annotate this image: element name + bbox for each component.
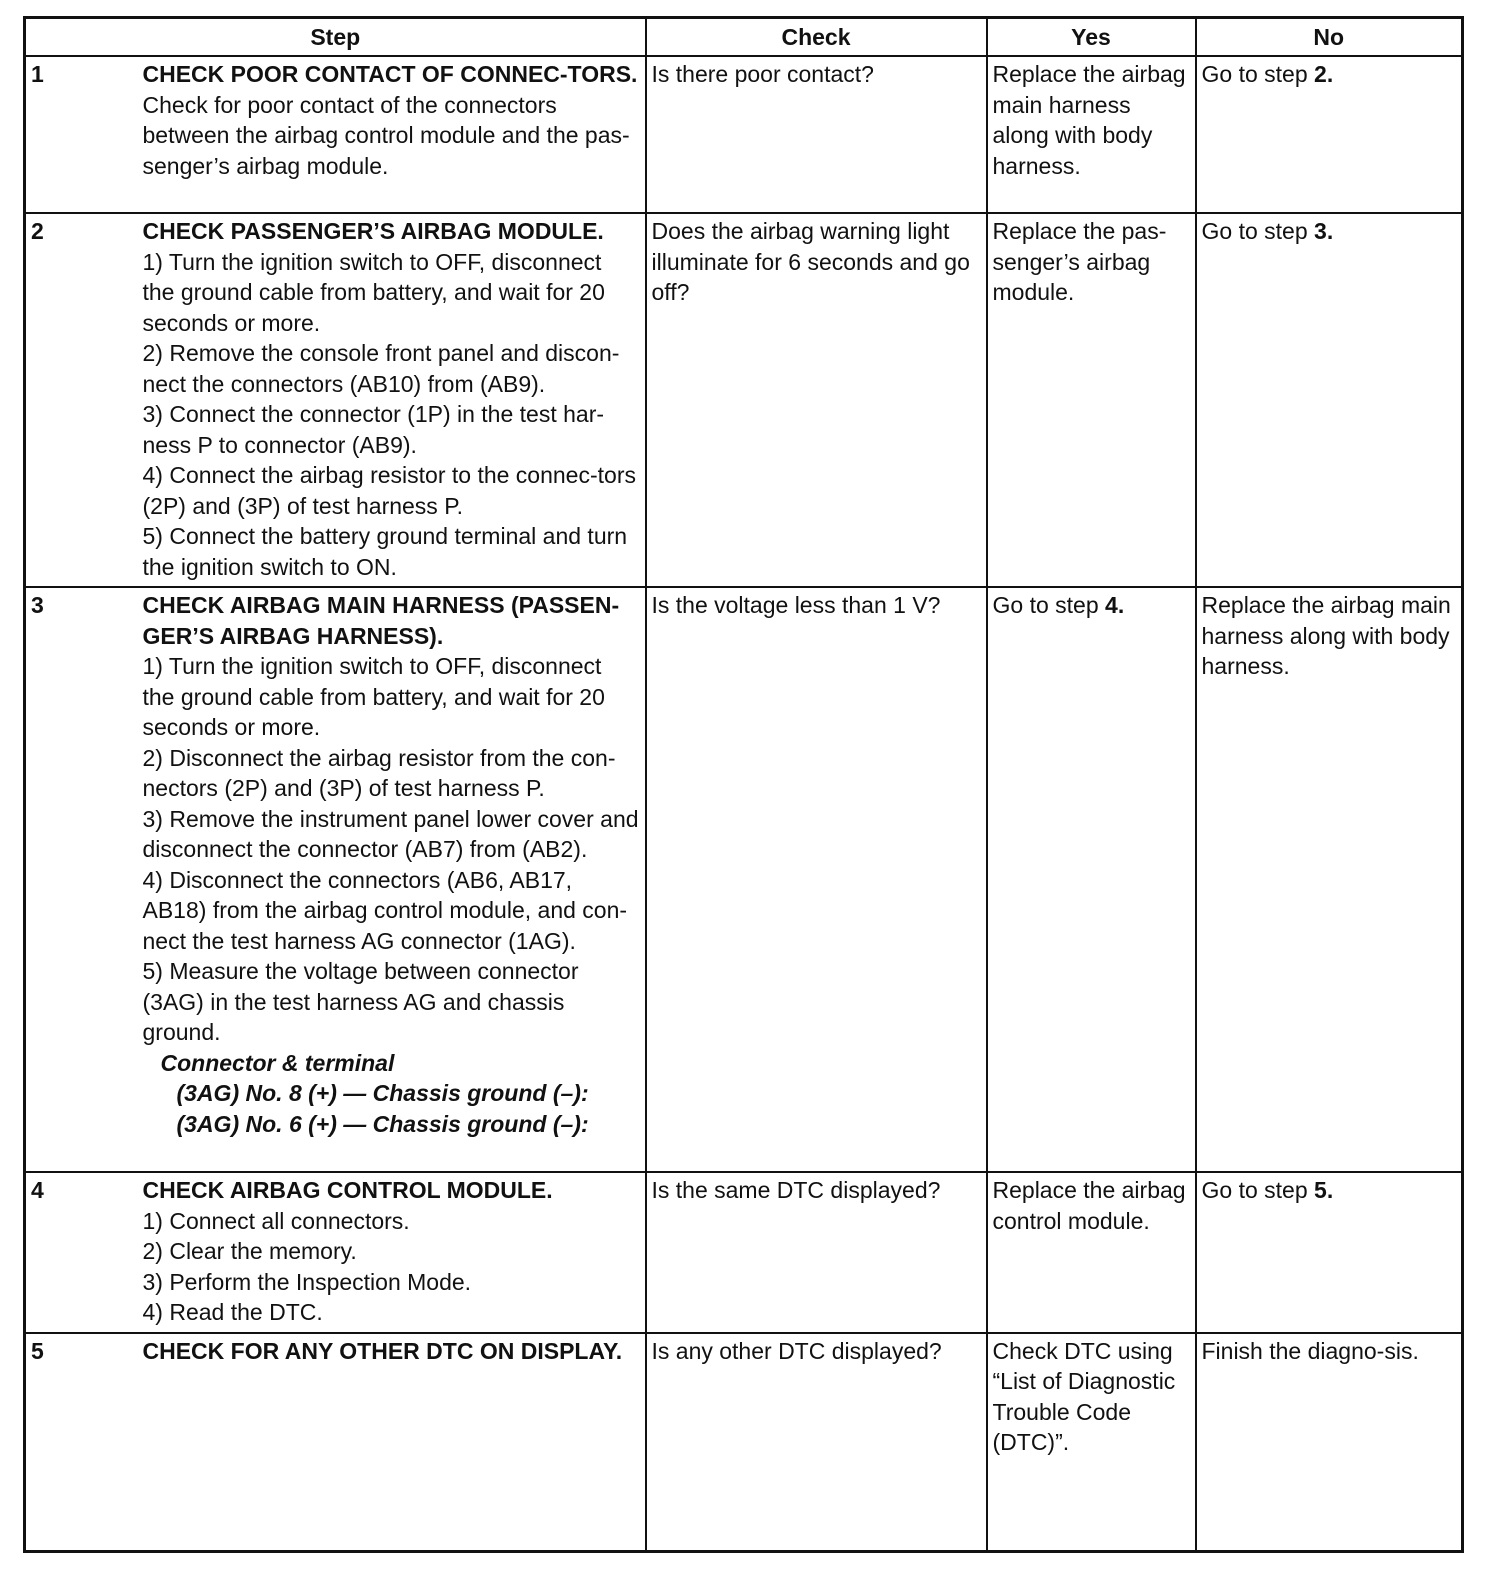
step-instruction: 3) Remove the instrument panel lower cover and disconnect the connector (AB7) from (AB2). bbox=[142, 805, 639, 862]
step-instruction: 1) Connect all connectors. bbox=[142, 1207, 410, 1234]
step-instruction: 3) Connect the connector (1P) in the test har-ness P to connector (AB9). bbox=[142, 401, 605, 458]
step-cell bbox=[138, 1172, 646, 1333]
step-number: 4 bbox=[25, 1172, 138, 1333]
yes-cell: Replace the airbag control module. bbox=[987, 1172, 1196, 1333]
step-number: 5 bbox=[25, 1333, 138, 1552]
step-reference: 5 bbox=[1314, 1177, 1327, 1203]
step-instruction: 5) Connect the battery ground terminal and turn the ignition switch to ON. bbox=[142, 523, 628, 580]
table-row bbox=[25, 213, 1463, 587]
header-yes: Yes bbox=[987, 18, 1196, 57]
header-step: Step bbox=[25, 18, 646, 57]
step-title: CHECK POOR CONTACT OF CONNEC-TORS. bbox=[142, 61, 638, 87]
diagnostic-table bbox=[23, 16, 1464, 1553]
check-cell: Is the same DTC displayed? bbox=[646, 1172, 987, 1333]
step-reference: 4 bbox=[1105, 592, 1118, 618]
no-cell bbox=[1196, 1172, 1463, 1333]
yes-suffix: . bbox=[1117, 592, 1125, 618]
no-text: Go to step bbox=[1201, 1177, 1315, 1203]
yes-cell: Replace the airbag main harness along with body harness. bbox=[987, 56, 1196, 213]
header-row bbox=[25, 18, 1463, 57]
no-suffix: . bbox=[1326, 218, 1334, 244]
step-instruction: 2) Disconnect the airbag resistor from the con-nectors (2P) and (3P) of test harness P. bbox=[142, 744, 616, 801]
check-cell: Is any other DTC displayed? bbox=[646, 1333, 987, 1552]
yes-cell bbox=[987, 587, 1196, 1172]
no-cell bbox=[1196, 56, 1463, 213]
table-row bbox=[25, 1172, 1463, 1333]
check-cell: Does the airbag warning light illuminate for 6 seconds and go off? bbox=[646, 213, 987, 587]
yes-text: Go to step bbox=[992, 592, 1106, 618]
step-cell bbox=[138, 587, 646, 1172]
yes-cell: Check DTC using “List of Diagnostic Trouble Code (DTC)”. bbox=[987, 1333, 1196, 1552]
step-title: CHECK AIRBAG MAIN HARNESS (PASSEN-GER’S AIRBAG HARNESS). bbox=[142, 592, 620, 649]
no-text: Go to step bbox=[1201, 61, 1315, 87]
step-cell bbox=[138, 56, 646, 213]
spec-heading: Connector & terminal bbox=[160, 1049, 395, 1076]
no-suffix: . bbox=[1326, 61, 1334, 87]
step-instruction: 4) Connect the airbag resistor to the connec-tors (2P) and (3P) of test harness P. bbox=[142, 462, 636, 519]
step-number: 3 bbox=[25, 587, 138, 1172]
no-cell: Replace the airbag main harness along with body harness. bbox=[1196, 587, 1463, 1172]
step-instruction: 4) Read the DTC. bbox=[142, 1299, 323, 1325]
step-title: CHECK AIRBAG CONTROL MODULE. bbox=[142, 1177, 553, 1203]
yes-cell: Replace the pas-senger’s airbag module. bbox=[987, 213, 1196, 587]
step-title: CHECK FOR ANY OTHER DTC ON DISPLAY. bbox=[142, 1337, 623, 1364]
table-row bbox=[25, 1333, 1463, 1552]
step-cell bbox=[138, 213, 646, 587]
spec-line: (3AG) No. 8 (+) — Chassis ground (–): bbox=[176, 1080, 589, 1106]
step-instruction: 1) Turn the ignition switch to OFF, disconnect the ground cable from battery, and wait for 20 seconds or more. bbox=[142, 248, 605, 336]
step-instruction: 1) Turn the ignition switch to OFF, disconnect the ground cable from battery, and wait for 20 seconds or more. bbox=[142, 653, 605, 740]
spec-line: (3AG) No. 6 (+) — Chassis ground (–): bbox=[176, 1110, 589, 1137]
step-instruction: 5) Measure the voltage between connector (3AG) in the test harness AG and chassis ground. bbox=[142, 958, 579, 1045]
table-row bbox=[25, 587, 1463, 1172]
step-number: 2 bbox=[25, 213, 138, 587]
step-instruction: Check for poor contact of the connectors between the airbag control module and the pas-senger’s airbag module. bbox=[142, 91, 630, 179]
check-cell: Is the voltage less than 1 V? bbox=[646, 587, 987, 1172]
table-row bbox=[25, 56, 1463, 213]
step-instruction: 3) Perform the Inspection Mode. bbox=[142, 1268, 472, 1295]
step-title: CHECK PASSENGER’S AIRBAG MODULE. bbox=[142, 218, 604, 244]
header-check: Check bbox=[646, 18, 987, 57]
check-cell: Is there poor contact? bbox=[646, 56, 987, 213]
no-text: Go to step bbox=[1201, 218, 1315, 244]
step-instruction: 2) Remove the console front panel and discon-nect the connectors (AB10) from (AB9). bbox=[142, 340, 620, 397]
step-cell bbox=[138, 1333, 646, 1552]
no-cell bbox=[1196, 213, 1463, 587]
step-instruction: 2) Clear the memory. bbox=[142, 1238, 357, 1264]
step-instruction: 4) Disconnect the connectors (AB6, AB17, AB18) from the airbag control module, and con-nect the test harness AG connector (1AG). bbox=[142, 866, 628, 954]
step-number: 1 bbox=[25, 56, 138, 213]
step-reference: 2 bbox=[1314, 61, 1327, 87]
no-cell: Finish the diagno-sis. bbox=[1196, 1333, 1463, 1552]
no-suffix: . bbox=[1326, 1177, 1334, 1203]
header-no: No bbox=[1196, 18, 1463, 57]
step-reference: 3 bbox=[1314, 218, 1327, 244]
